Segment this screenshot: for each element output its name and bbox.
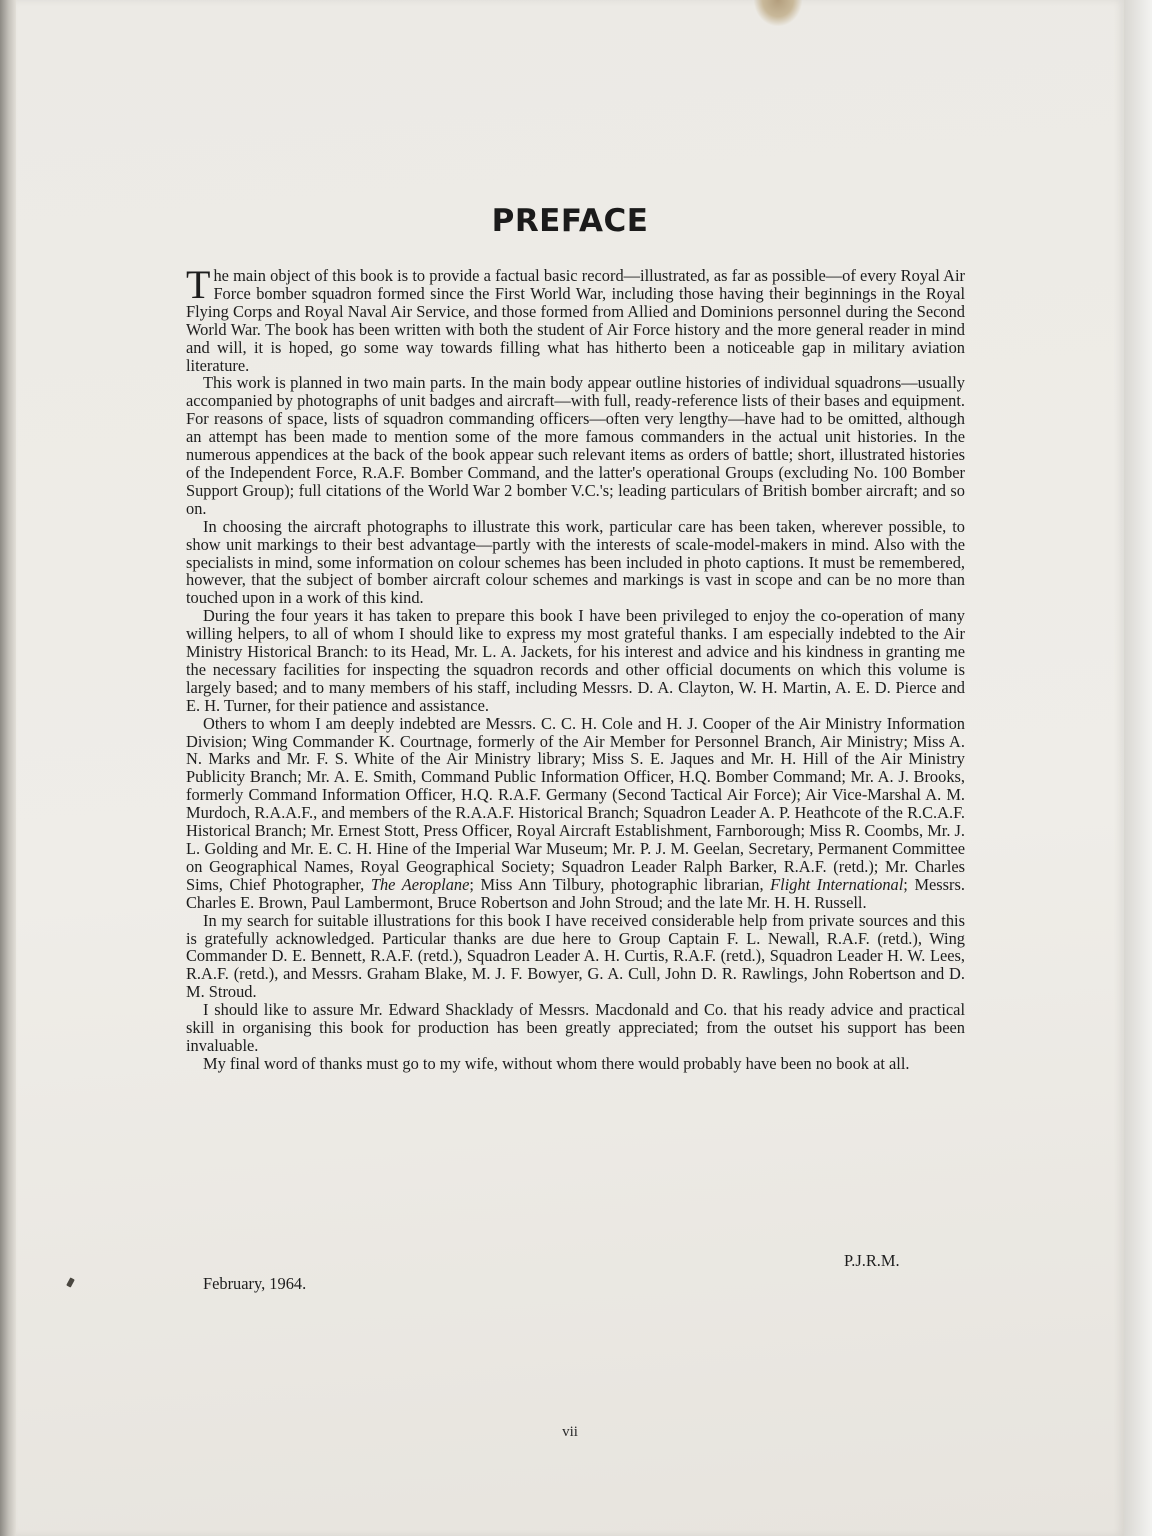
publication-title-aeroplane: The Aeroplane bbox=[370, 874, 470, 894]
paragraph-5-text-c: ; Messrs. Charles E. Brown, Paul Lambermont, Bruce Robertson and John Stroud; and the late Mr. H. H. Russell. bbox=[186, 874, 965, 912]
page-title: PREFACE bbox=[491, 203, 649, 239]
paragraph-8: My final word of thanks must go to my wife, without whom there would probably have been no book at all. bbox=[203, 1053, 910, 1073]
background-surface bbox=[1124, 0, 1152, 1536]
ink-speck bbox=[66, 1277, 75, 1287]
preface-body bbox=[186, 262, 965, 1073]
preface-date: February, 1964. bbox=[203, 1274, 307, 1293]
paragraph-5-text-b: ; Miss Ann Tilbury, photographic librarian, bbox=[469, 874, 771, 894]
paragraph-6: In my search for suitable illustrations for this book I have received considerable help from private sources and this is gratefully acknowledged. Particular thanks are due here to Group Captain F. L. Newall, R.A.F. (retd.), Wing Commander D. E. Bennett, R.A.F. (retd.), Squadron Leader A. H. Curtis, R.A.F. (retd.), Squadron Leader H. W. Lees, R.A.F. (retd.), and Messrs. Graham Blake, M. J. F. Bowyer, G. A. Cull, John D. R. Rawlings, John Robertson and D. M. Stroud. bbox=[186, 910, 965, 1002]
paragraph-2: This work is planned in two main parts. In the main body appear outline histories of individual squadrons—usually accompanied by photographs of unit badges and aircraft—with full, ready-reference lists of their bases and equipment. For reasons of space, lists of squadron commanding officers—often very lengthy—have had to be omitted, although an attempt has been made to mention some of the more famous commanders in the actual unit histories. In the numerous appendices at the back of the book appear such relevant items as orders of battle; short, illustrated histories of the Independent Force, R.A.F. Bomber Command, and the latter's operational Groups (excluding No. 100 Bomber Support Group); full citations of the World War 2 bomber V.C.'s; leading particulars of British bomber aircraft; and so on. bbox=[186, 373, 965, 518]
paragraph-5 bbox=[186, 715, 965, 912]
paragraph-1 bbox=[186, 262, 965, 375]
book-page bbox=[16, 0, 1124, 1536]
publication-title-flight: Flight International bbox=[770, 874, 904, 894]
torn-paper-mark bbox=[754, 0, 802, 26]
author-initials: P.J.R.M. bbox=[844, 1251, 900, 1270]
paragraph-3: In choosing the aircraft photographs to illustrate this work, particular care has been taken, wherever possible, to show unit markings to their best advantage—partly with the interests of scale-model-makers in mind. Also with the specialists in mind, some information on colour schemes has been included in photo captions. It must be remembered, however, that the subject of bomber aircraft colour schemes and markings is vast in scope and can be no more than touched upon in a work of this kind. bbox=[186, 516, 965, 608]
page-number: vii bbox=[562, 1424, 578, 1440]
paragraph-5-text-a: Others to whom I am deeply indebted are Messrs. C. C. H. Cole and H. J. Cooper of the Air Ministry Information Division; Wing Commander K. Courtnage, formerly of the Air Member for Personnel Branch, Air Ministry; Miss A. N. Marks and Mr. F. S. White of the Air Ministry library; Miss S. E. Jaques and Mr. H. Hill of the Air Ministry Publicity Branch; Mr. A. E. Smith, Command Public Information Officer, H.Q. Bomber Command; Mr. A. J. Brooks, formerly Command Information Officer, H.Q. R.A.F. Germany (Second Tactical Air Force); Air Vice-Marshal A. M. Murdoch, R.A.A.F., and members of the R.A.A.F. Historical Branch; Squadron Leader A. P. Heathcote of the R.C.A.F. Historical Branch; Mr. Ernest Stott, Press Officer, Royal Aircraft Establishment, Farnborough; Miss R. Coombs, Mr. J. L. Golding and Mr. E. C. H. Hine of the Imperial War Museum; Mr. P. J. M. Geelan, Secretary, Permanent Committee on Geographical Names, Royal Geographical Society; Squadron Leader Ralph Barker, R.A.F. (retd.); Mr. Charles Sims, Chief Photographer, bbox=[186, 713, 965, 894]
paragraph-7: I should like to assure Mr. Edward Shacklady of Messrs. Macdonald and Co. that his ready advice and practical skill in organising this book for production has been greatly appreciated; from the outset his support has been invaluable. bbox=[186, 1000, 965, 1055]
book-binding-edge bbox=[0, 0, 16, 1536]
drop-cap: T bbox=[186, 262, 211, 307]
paragraph-4: During the four years it has taken to prepare this book I have been privileged to enjoy the co-operation of many willing helpers, to all of whom I should like to express my most grateful thanks. I am especially indebted to the Air Ministry Historical Branch: to its Head, Mr. L. A. Jackets, for his interest and advice and his kindness in granting me the necessary facilities for inspecting the squadron records and other official documents on which this volume is largely based; and to many members of his staff, including Messrs. D. A. Clayton, W. H. Martin, A. E. D. Pierce and E. H. Turner, for their patience and assistance. bbox=[186, 606, 965, 715]
paragraph-1-text: he main object of this book is to provide a factual basic record—illustrated, as far as possible—of every Royal Air Force bomber squadron formed since the First World War, including those having their beginnings in the Royal Flying Corps and Royal Naval Air Service, and those formed from Allied and Dominions personnel during the Second World War. The book has been written with both the student of Air Force history and the more general reader in mind and will, it is hoped, go some way towards filling what has hitherto been a noticeable gap in military aviation literature. bbox=[186, 266, 965, 375]
